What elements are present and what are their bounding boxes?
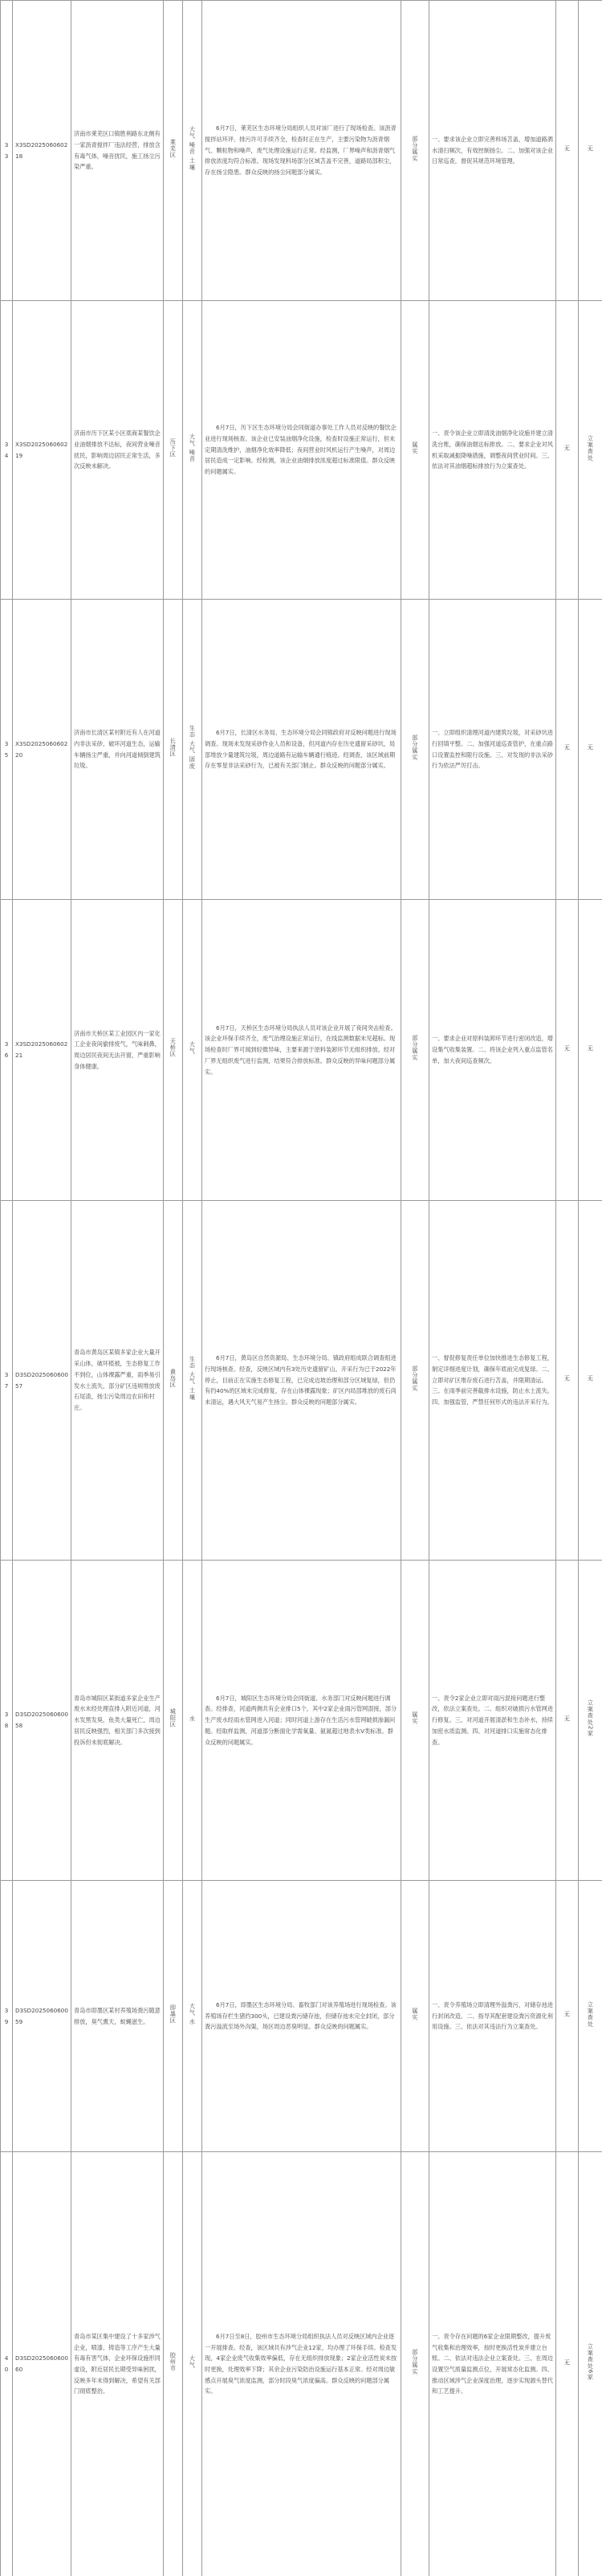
- accountability-cell: [556, 600, 579, 900]
- report-content-cell: [71, 600, 164, 900]
- complaint-code: X3SD202506060220: [15, 739, 68, 759]
- rectification-measures: 一、责令存在问题的6家企业限期整改，提升废气收集和治理效率，按时更换活性炭并建立台账。二、依法对违法企业立案查处。三、在周边设置空气质量监测点位，开展常态化监测。四、推动区域涉气企业深度治理，逐步实现源头替代和工艺提升。: [432, 2332, 553, 2395]
- table-row: [1, 1561, 602, 1881]
- district: 黄岛区: [169, 1368, 177, 1389]
- table-row: [1, 1881, 602, 2152]
- report-content: 济南市历下区某小区底商某餐饮企业油烟排放不达标，夜间营业噪音扰民，影响周边居民正常生活，多次反映未解决。: [74, 429, 161, 470]
- district-cell: [164, 301, 183, 600]
- pollution-type: 大气 水: [189, 2003, 197, 2026]
- district: 长清区: [169, 737, 177, 758]
- verdict-cell: [401, 1881, 429, 2152]
- investigation-result: 6月7日，长清区水务局、生态环境分局会同镇政府对反映问题进行现场调查。现场未发现采砂作业人员和设备，但河道内存在历史遗留采砂坑，局部堆放少量建筑垃圾，周边道路有运输车辆通行痕迹。经调查，该区域前期存在零星非法采砂行为，已被有关部门制止。群众反映的问题部分属实。: [205, 729, 397, 770]
- investigation-result: 6月7日，黄岛区自然资源局、生态环境分局、镇政府组成联合调查组进行现场核查。经查，反映区域内有3处历史遗留矿山，开采行为已于2022年停止，目前正在实施生态修复工程，已完成边坡治理和部分区域复绿，但仍有约40%的区域未完成修复，存在山体裸露现象；矿区内局部堆放的废石尚未清运，遇大风天气易产生扬尘。群众反映的问题部分属实。: [205, 1354, 397, 1406]
- investigation-result: 6月7日至8日，胶州市生态环境分局组织执法人员对反映区域内企业逐一开展排查。经查，该区域共有涉气企业12家，均办理了环保手续。检查发现，4家企业废气收集效率偏低，存在无组织排放现象；2家企业活性炭未按时更换，处理效率下降；其余企业污染防治设施运行基本正常。经对周边敏感点开展臭气浓度监测，部分时段臭气浓度偏高。群众反映的问题部分属实。: [205, 2332, 397, 2395]
- rectification-measures-cell: [429, 2152, 556, 2576]
- punishment: 无: [587, 145, 595, 153]
- verdict: 属实: [411, 2007, 419, 2021]
- table-row: [1, 1201, 602, 1561]
- punishment: 立案查处: [587, 434, 595, 462]
- accountability: 无: [563, 145, 571, 153]
- report-content-cell: [71, 2152, 164, 2576]
- investigation-result-cell: [202, 900, 401, 1201]
- verdict: 属实: [411, 1711, 419, 1725]
- row-number: 38: [4, 1711, 9, 1729]
- investigation-result-cell: [202, 301, 401, 600]
- investigation-result: 6月7日，城阳区生态环境分局会同街道、水务部门对反映问题进行调查。经排查，河道两侧共有企业排口5个，其中2家企业雨污管网混接，部分生产废水经雨水管网进入河道；同时河道上游存在生活污水管网破损渗漏问题。经取样监测，河道部分断面化学需氧量、氨氮超过地表水V类标准。群众反映的问题属实。: [205, 1694, 397, 1746]
- complaint-code-cell: [13, 2152, 71, 2576]
- rectification-measures: 一、要求企业对原料装卸环节进行密闭改造，增设集气收集装置。二、将该企业列入重点监管名单，加大夜间巡查频次。: [432, 1035, 553, 1064]
- pollution-type: 生态 大气 固废: [189, 725, 197, 771]
- punishment: 立案查处6家: [587, 2343, 595, 2381]
- investigation-result-cell: [202, 2152, 401, 2576]
- accountability-cell: [556, 1201, 579, 1561]
- accountability-cell: [556, 900, 579, 1201]
- verdict: 部分属实: [411, 1365, 419, 1392]
- report-content-cell: [71, 1201, 164, 1561]
- complaint-code: D3SD202506060060: [15, 2354, 68, 2373]
- row-number: 40: [4, 2354, 9, 2373]
- investigation-result: 6月7日，历下区生态环境分局会同街道办事处工作人员对反映的餐饮企业进行现场核查。该企业已安装油烟净化设施，检查时设施正常运行，但未定期清洗维护，油烟净化效率降低；夜间营业时风机运行产生噪声，对周边居民造成一定影响。经检测，该企业油烟排放浓度超过标准限值。群众反映的问题属实。: [205, 424, 397, 476]
- punishment-cell: [579, 301, 602, 600]
- rectification-measures-cell: [429, 1, 556, 301]
- punishment: 无: [587, 1375, 595, 1382]
- verdict-cell: [401, 1201, 429, 1561]
- table-row: [1, 1, 602, 301]
- rectification-measures-cell: [429, 600, 556, 900]
- district-cell: [164, 600, 183, 900]
- report-content-cell: [71, 900, 164, 1201]
- verdict-cell: [401, 900, 429, 1201]
- table-body: [1, 1, 602, 2576]
- accountability: 无: [563, 1715, 571, 1723]
- investigation-result-cell: [202, 1561, 401, 1881]
- pollution-type-cell: [183, 900, 202, 1201]
- row-number: 35: [4, 739, 9, 759]
- district: 胶州市: [169, 2352, 177, 2372]
- verdict-cell: [401, 2152, 429, 2576]
- row-number-cell: [1, 1201, 13, 1561]
- pollution-type-cell: [183, 1881, 202, 2152]
- complaint-code-cell: [13, 1881, 71, 2152]
- pollution-type: 水: [189, 1715, 197, 1723]
- rectification-measures-cell: [429, 1561, 556, 1881]
- punishment-cell: [579, 1561, 602, 1881]
- district: 城阳区: [169, 1708, 177, 1728]
- table-row: [1, 301, 602, 600]
- complaint-code-cell: [13, 1201, 71, 1561]
- pollution-type-cell: [183, 2152, 202, 2576]
- complaint-code: D3SD202506060059: [15, 2006, 68, 2025]
- complaint-code: X3SD202506060219: [15, 440, 68, 459]
- accountability-cell: [556, 1561, 579, 1881]
- accountability: 无: [563, 2011, 571, 2018]
- rectification-measures: 一、责令养殖场立即清理外溢粪污，对储存池进行封闭改造。二、指导其配套建设粪污资源化利用设施。三、依法对其违法行为立案查处。: [432, 2000, 553, 2031]
- row-number-cell: [1, 1561, 13, 1881]
- report-content-cell: [71, 1, 164, 301]
- pollution-type-cell: [183, 1201, 202, 1561]
- rectification-measures-cell: [429, 1201, 556, 1561]
- rectification-measures-cell: [429, 1881, 556, 2152]
- verdict-cell: [401, 1, 429, 301]
- complaint-code-cell: [13, 301, 71, 600]
- complaint-code: X3SD202506060221: [15, 1040, 68, 1059]
- rectification-measures: 一、立即组织清理河道内建筑垃圾，对采砂坑进行回填平整。二、加强河道巡查管护，在重点路口设置监控和限行设施。三、对发现的非法采砂行为依法严厉打击。: [432, 729, 553, 770]
- investigation-result-cell: [202, 600, 401, 900]
- row-number: 34: [4, 440, 9, 459]
- rectification-measures-cell: [429, 900, 556, 1201]
- accountability-cell: [556, 1, 579, 301]
- pollution-type: 大气: [189, 2355, 197, 2369]
- district-cell: [164, 1881, 183, 2152]
- complaint-code: X3SD202506060218: [15, 140, 68, 160]
- row-number-cell: [1, 600, 13, 900]
- investigation-result-cell: [202, 1, 401, 301]
- accountability-cell: [556, 301, 579, 600]
- accountability: 无: [563, 744, 571, 751]
- rectification-measures: 一、责令该企业立即清洗油烟净化设施并建立清洗台账，确保油烟达标排放。二、要求企业对风机采取减振降噪措施，调整夜间营业时间。三、依法对其油烟超标排放行为立案查处。: [432, 429, 553, 470]
- row-number-cell: [1, 2152, 13, 2576]
- report-content-cell: [71, 1881, 164, 2152]
- accountability: 无: [563, 2358, 571, 2366]
- punishment-cell: [579, 2152, 602, 2576]
- report-content: 青岛市即墨区某村养殖场粪污随意排放，臭气熏天，蚊蝇滋生。: [74, 2006, 161, 2025]
- punishment-cell: [579, 1, 602, 301]
- verdict-cell: [401, 1561, 429, 1881]
- table-row: [1, 900, 602, 1201]
- investigation-result: 6月7日，天桥区生态环境分局执法人员对该企业开展了夜间突击检查。该企业环保手续齐全，废气治理设施正常运行，在线监测数据未见超标。现场检查时厂界可闻到轻微异味，主要来源于原料装卸环节无组织排放。经对厂界无组织废气进行监测，结果符合排放标准。群众反映的异味问题部分属实。: [205, 1023, 397, 1076]
- pollution-type-cell: [183, 1, 202, 301]
- table-row: [1, 2152, 602, 2576]
- verdict-cell: [401, 600, 429, 900]
- accountability: 无: [563, 445, 571, 452]
- pollution-type-cell: [183, 301, 202, 600]
- row-number: 33: [4, 140, 9, 160]
- verdict: 部分属实: [411, 1035, 419, 1062]
- row-number-cell: [1, 1, 13, 301]
- report-content: 青岛市城阳区某街道多家企业生产废水未经处理直排入附近河道，河水发黑发臭，鱼类大量死亡，周边居民反映强烈，相关部门多次接到投诉但未彻底解决。: [74, 1694, 161, 1746]
- row-number: 39: [4, 2006, 9, 2025]
- pollution-type: 生态 大气 土壤: [189, 1356, 197, 1402]
- pollution-type-cell: [183, 1561, 202, 1881]
- pollution-type: 大气: [189, 1041, 197, 1055]
- complaint-code-cell: [13, 1561, 71, 1881]
- verdict: 部分属实: [411, 135, 419, 162]
- complaint-code-cell: [13, 600, 71, 900]
- district: 莱芜区: [169, 138, 177, 159]
- report-content-cell: [71, 301, 164, 600]
- investigation-result-cell: [202, 1201, 401, 1561]
- verdict: 部分属实: [411, 2349, 419, 2376]
- investigation-result-cell: [202, 1881, 401, 2152]
- district-cell: [164, 2152, 183, 2576]
- complaint-code-cell: [13, 1, 71, 301]
- rectification-measures: 一、责令2家企业立即对雨污混接问题进行整改，依法立案查处。二、组织对破损污水管网进行修复。三、对河道开展清淤和生态补水，持续加密水质监测。四、对河道排口实施常态化排查。: [432, 1694, 553, 1746]
- row-number: 37: [4, 1370, 9, 1390]
- punishment-cell: [579, 1881, 602, 2152]
- accountability: 无: [563, 1044, 571, 1052]
- punishment-cell: [579, 900, 602, 1201]
- rectification-measures: 一、督促修复责任单位加快推进生态修复工程，制定详细进度计划，确保年底前完成复绿。二、立即对矿区堆存废石进行苫盖，并限期清运。三、在雨季前完善截排水设施，防止水土流失。四、加强监管，严禁任何形式的违法开采行为。: [432, 1354, 553, 1406]
- punishment-cell: [579, 1201, 602, 1561]
- pollution-type-cell: [183, 600, 202, 900]
- report-content: 青岛市黄岛区某镇多家企业大量开采山体，破坏植被，生态修复工作不到位，山体裸露严重，雨季易引发水土流失，部分矿区违规堆放废石尾渣，扬尘污染周边农田和村庄。: [74, 1349, 161, 1411]
- punishment: 立案查处: [587, 2000, 595, 2028]
- punishment: 立案查处2家: [587, 1699, 595, 1737]
- district: 历下区: [169, 437, 177, 458]
- district-cell: [164, 900, 183, 1201]
- rectification-measures: 一、要求该企业立即完善料场苫盖，增加道路洒水清扫频次，有效控制扬尘。二、加强对该企业日常巡查，督促其规范环境管理。: [432, 135, 553, 165]
- district-cell: [164, 1561, 183, 1881]
- row-number: 36: [4, 1040, 9, 1059]
- district: 天桥区: [169, 1038, 177, 1058]
- verdict: 属实: [411, 441, 419, 455]
- punishment: 无: [587, 1044, 595, 1052]
- accountability-cell: [556, 1881, 579, 2152]
- verdict: 部分属实: [411, 734, 419, 761]
- accountability: 无: [563, 1375, 571, 1382]
- investigation-result: 6月7日，莱芜区生态环境分局组织人员对该厂进行了现场检查。该沥青搅拌站环评、排污许可手续齐全，检查时正在生产，主要污染物为沥青烟气、颗粒物和噪声，废气处理设施运行正常。经监测，厂界噪声和沥青烟气排放浓度均符合标准。现场发现料场部分区域苫盖不完善，道路局部积尘，存在扬尘隐患。群众反映的扬尘问题部分属实。: [205, 124, 397, 177]
- verdict-cell: [401, 301, 429, 600]
- district-cell: [164, 1201, 183, 1561]
- complaint-code-cell: [13, 900, 71, 1201]
- row-number-cell: [1, 301, 13, 600]
- row-number-cell: [1, 1881, 13, 2152]
- report-content: 济南市莱芜区口镇胜利路东北侧有一家沥青搅拌厂违法经营，排放含有毒气体，噪音扰民，施工扬尘污染严重。: [74, 130, 161, 171]
- punishment: 无: [587, 744, 595, 751]
- report-content-cell: [71, 1561, 164, 1881]
- investigation-result: 6月7日，即墨区生态环境分局、畜牧部门对该养殖场进行现场检查。该养殖场存栏生猪约300头，已建设粪污储存池，但储存池未完全封闭，部分粪污溢流至场外沟渠，场区周边恶臭明显。群众反映的问题属实。: [205, 2000, 397, 2031]
- pollution-type: 大气 噪音 土壤: [189, 126, 197, 172]
- district-cell: [164, 1, 183, 301]
- table-row: [1, 600, 602, 900]
- punishment-cell: [579, 600, 602, 900]
- accountability-cell: [556, 2152, 579, 2576]
- rectification-measures-cell: [429, 301, 556, 600]
- report-content: 济南市长清区某村附近有人在河道内非法采砂，破坏河道生态，运输车辆扬尘严重，并向河道倾倒建筑垃圾。: [74, 729, 161, 770]
- district: 即墨区: [169, 2004, 177, 2025]
- complaint-code: D3SD202506060058: [15, 1711, 68, 1729]
- report-content: 济南市天桥区某工业园区内一家化工企业夜间偷排废气，气味刺鼻，周边居民夜间无法开窗，严重影响身体健康。: [74, 1029, 161, 1070]
- complaint-code: D3SD202506060057: [15, 1370, 68, 1390]
- pollution-type: 大气 噪音: [189, 433, 197, 463]
- row-number-cell: [1, 900, 13, 1201]
- report-content: 青岛市某区集中建设了十多家涉气企业，喷漆、铸造等工序产生大量有毒有害气体，企业环保设施形同虚设，附近居民长期受异味困扰，反映多年未得到解决，希望有关部门彻底整治。: [74, 2332, 161, 2395]
